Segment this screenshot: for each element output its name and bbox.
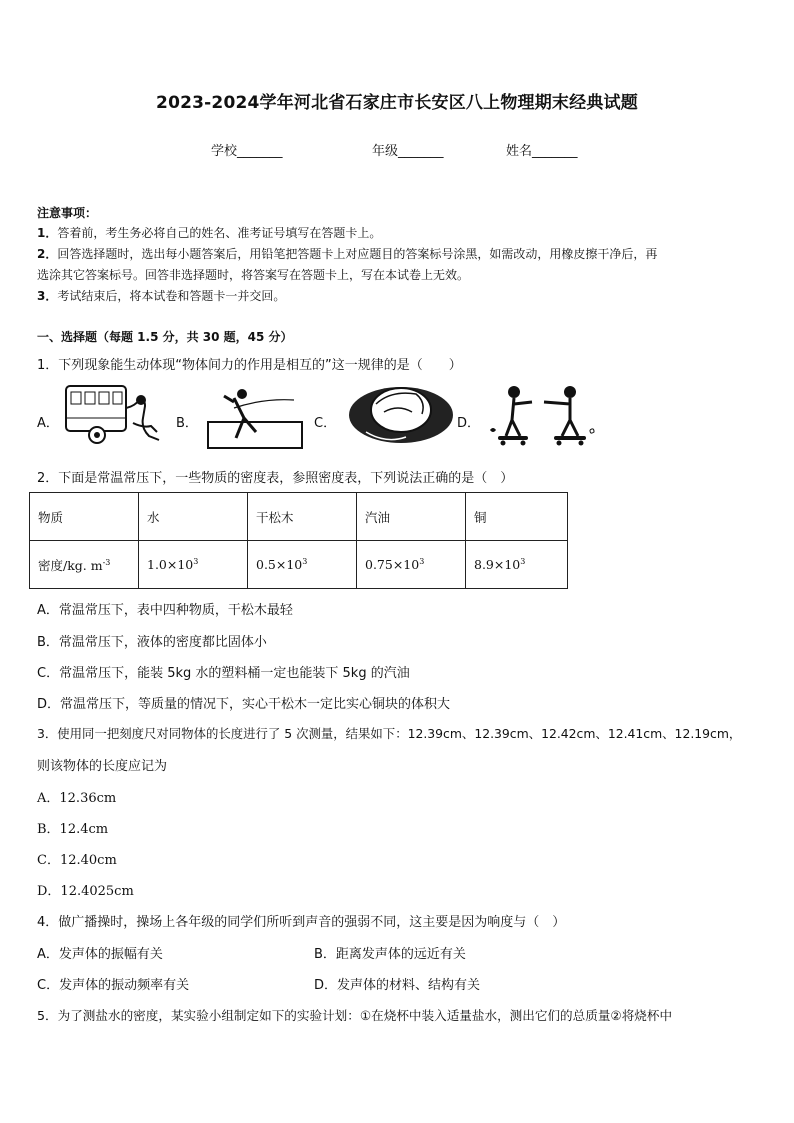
q2-option-b: B．常温常压下，液体的密度都比固体小 bbox=[37, 635, 267, 650]
question-2-stem: 2．下面是常温常压下，一些物质的密度表，参照密度表，下列说法正确的是（ ） bbox=[37, 471, 514, 486]
school-field: 学校_______ bbox=[211, 144, 283, 159]
table-header-cell: 物质 bbox=[30, 493, 139, 541]
page-title: 2023-2024学年河北省石家庄市长安区八上物理期末经典试题 bbox=[156, 93, 638, 113]
q3-option-a: A．12.36cm bbox=[37, 791, 117, 806]
name-field: 姓名_______ bbox=[506, 144, 578, 159]
q1-label-c: C． bbox=[314, 416, 337, 431]
q2-option-c: C．常温常压下，能装 5kg 水的塑料桶一定也能装下 5kg 的汽油 bbox=[37, 666, 410, 681]
question-3-stem-cont: 则该物体的长度应记为 bbox=[37, 759, 168, 774]
notice-item-2-cont: 选涂其它答案标号。回答非选择题时，将答案写在答题卡上，写在本试卷上无效。 bbox=[37, 268, 470, 282]
notice-item-1: 1．答着前，考生务必将自己的姓名、准考证号填写在答题卡上。 bbox=[37, 226, 382, 240]
table-header-cell: 水 bbox=[139, 493, 248, 541]
section-heading: 一、选择题（每题 1.5 分，共 30 题，45 分） bbox=[37, 330, 293, 344]
table-header-cell: 汽油 bbox=[357, 493, 466, 541]
question-3-stem: 3．使用同一把刻度尺对同物体的长度进行了 5 次测量，结果如下：12.39cm、12.39cm、12.42cm、12.41cm、12.19cm， bbox=[37, 726, 742, 741]
q4-option-b: B．距离发声体的远近有关 bbox=[314, 947, 466, 962]
table-cell: $1.0\times 10^3$ bbox=[139, 541, 248, 589]
q2-option-d: D．常温常压下，等质量的情况下，实心干松木一定比实心铜块的体积大 bbox=[37, 697, 451, 712]
q1-image-a bbox=[63, 378, 163, 448]
q1-image-d bbox=[482, 380, 602, 450]
table-cell: $8.9\times 10^3$ bbox=[466, 541, 568, 589]
density-table bbox=[29, 492, 568, 589]
q4-option-d: D．发声体的材料、结构有关 bbox=[314, 978, 481, 993]
notice-item-2: 2．回答选择题时，选出每小题答案后，用铅笔把答题卡上对应题目的答案标号涂黑，如需改动，用橡皮擦干净后，再 bbox=[37, 247, 658, 261]
table-row-label: 密度/kg. $m^{-3}$ bbox=[30, 541, 139, 589]
q3-option-b: B．12.4cm bbox=[37, 822, 109, 837]
q1-image-b bbox=[204, 380, 304, 450]
q1-label-d: D． bbox=[457, 416, 481, 431]
q1-label-a: A． bbox=[37, 416, 59, 431]
question-5-stem: 5．为了测盐水的密度，某实验小组制定如下的实验计划：①在烧杯中装入适量盐水，测出它们的总质量②将烧杯中 bbox=[37, 1008, 673, 1023]
table-header-row bbox=[30, 493, 568, 541]
grade-field: 年级_______ bbox=[372, 144, 444, 159]
notice-item-3: 3．考试结束后，将本试卷和答题卡一并交回。 bbox=[37, 289, 286, 303]
notice-heading: 注意事项： bbox=[37, 206, 98, 220]
table-cell: $0.5\times 10^3$ bbox=[248, 541, 357, 589]
q3-option-c: C．12.40cm bbox=[37, 853, 117, 868]
table-header-cell: 干松木 bbox=[248, 493, 357, 541]
q1-label-b: B． bbox=[176, 416, 198, 431]
question-4-stem: 4．做广播操时，操场上各年级的同学们所听到声音的强弱不同，这主要是因为响度与（ ） bbox=[37, 915, 566, 930]
table-row bbox=[30, 541, 568, 589]
q1-image-c bbox=[346, 382, 456, 452]
question-1-stem: 1．下列现象能生动体现“物体间力的作用是相互的”这一规律的是（ ） bbox=[37, 358, 462, 373]
q3-option-d: D．12.4025cm bbox=[37, 884, 134, 899]
q2-option-a: A．常温常压下，表中四种物质，干松木最轻 bbox=[37, 603, 293, 618]
q4-option-a: A．发声体的振幅有关 bbox=[37, 947, 163, 962]
q4-option-c: C．发声体的振动频率有关 bbox=[37, 978, 190, 993]
table-header-cell: 铜 bbox=[466, 493, 568, 541]
table-cell: $0.75\times 10^3$ bbox=[357, 541, 466, 589]
